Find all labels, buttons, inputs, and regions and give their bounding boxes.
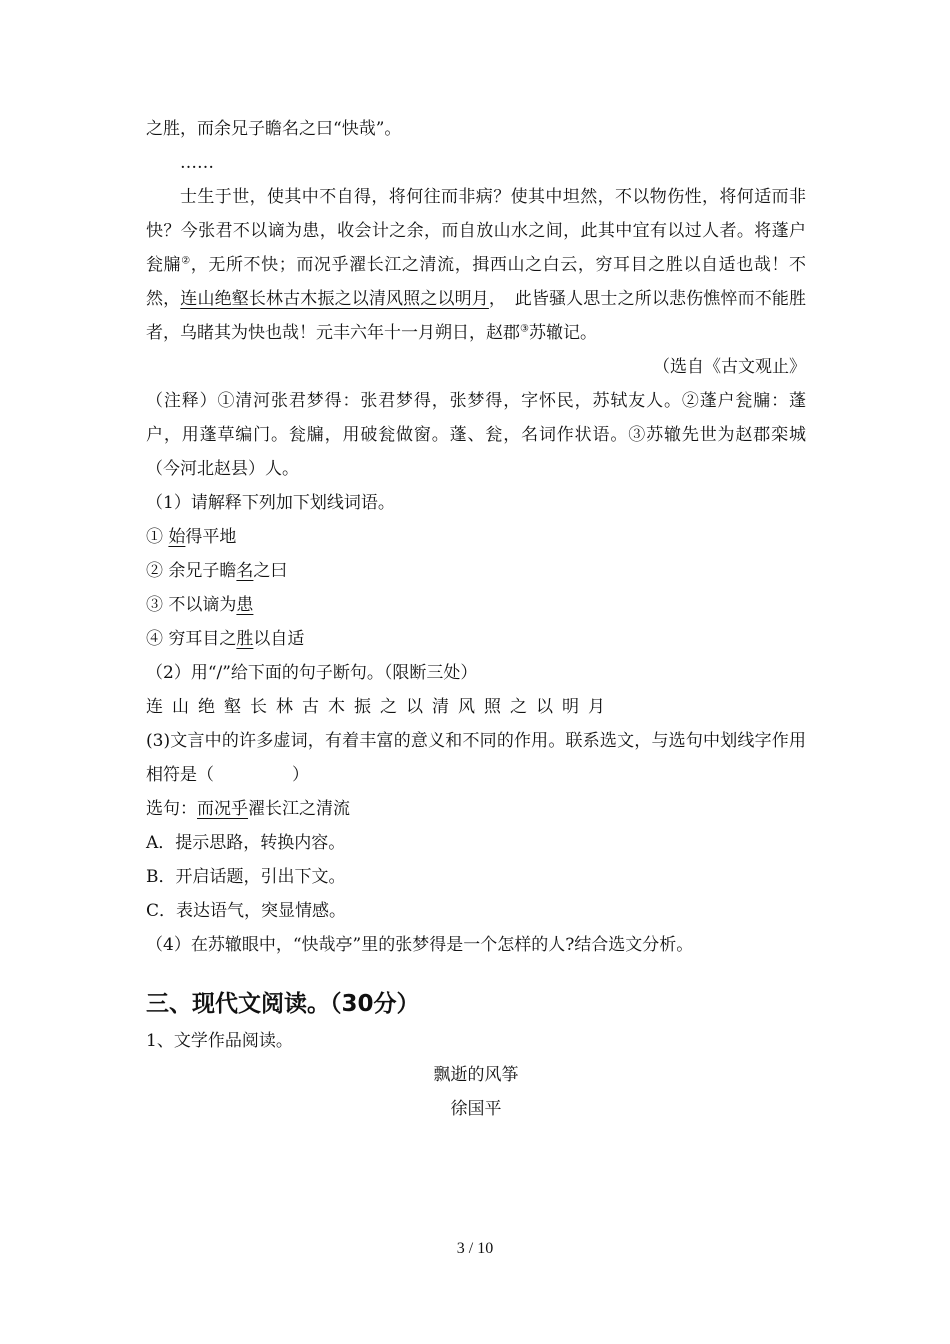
underlined-sentence: 连山绝壑长林古木振之以清风照之以明月	[180, 289, 489, 309]
para-part-a: 士生于世，使其中不自得，将何往而非病？使其中坦然，不以物伤性，将何适而非快？今张君不以谪为患，收会计之余，而自放山水之间，此其中宜有以过人者。将蓬户瓮牖	[146, 187, 806, 275]
q2-sentence: 连山绝壑长林古木振之以清风照之以明月	[146, 697, 614, 717]
q1-item-3	[146, 588, 806, 622]
passage-paragraph	[146, 180, 806, 350]
page-number: 3 / 10	[456, 1240, 494, 1257]
passage-source: （选自《古文观止》	[653, 357, 806, 377]
q1-item-num: ①	[146, 527, 163, 547]
q1-item-pre: 余兄子瞻	[168, 561, 237, 581]
article-title: 飘逝的风筝	[433, 1065, 519, 1085]
q3-text: (3)文言中的许多虚词，有着丰富的意义和不同的作用。联系选文，与选句中划线字作用相符是（	[146, 731, 806, 785]
q1-item-num: ②	[146, 561, 163, 581]
para-part-b: ，无所不快；而况乎濯长江之清流，揖西山之白云，穷耳目之胜以自适也哉！不然，	[146, 255, 807, 309]
q3-label: 选句：	[146, 799, 197, 819]
q3-underlined: 而况乎	[197, 799, 248, 819]
question-3	[146, 724, 806, 792]
question-1: （1）请解释下列加下划线词语。	[146, 493, 395, 513]
q1-item-pre: 不以谪为	[168, 595, 237, 615]
article-author: 徐国平	[450, 1099, 502, 1119]
passage-ellipsis: ……	[180, 153, 214, 173]
footnote-mark-2: ②	[181, 255, 191, 267]
q3-close-paren: ）	[292, 765, 309, 785]
q1-item-post: 之曰	[253, 561, 288, 581]
q1-item-4	[146, 622, 806, 656]
q3-rest: 濯长江之清流	[248, 799, 350, 819]
section-item-1: 1、文学作品阅读。	[146, 1031, 293, 1051]
q1-item-post: 得平地	[185, 527, 237, 547]
q3-selected-sentence	[146, 792, 806, 826]
q1-item-2	[146, 554, 806, 588]
section-title: 三、现代文阅读。（30分）	[146, 991, 420, 1017]
q1-item-word: 名	[236, 561, 254, 581]
q1-item-word: 胜	[236, 629, 254, 649]
q1-item-num: ③	[146, 595, 163, 615]
question-2: （2）用“/”给下面的句子断句。（限断三处）	[146, 663, 478, 683]
q1-item-post: 以自适	[253, 629, 305, 649]
q1-item-1	[146, 520, 806, 554]
footnote-mark-3: ③	[520, 323, 529, 335]
q3-option-c[interactable]: C．表达语气，突显情感。	[146, 901, 347, 921]
q3-option-a[interactable]: A．提示思路，转换内容。	[146, 833, 346, 853]
q3-option-b[interactable]: B．开启话题，引出下文。	[146, 867, 346, 887]
question-4: （4）在苏辙眼中，“快哉亭”里的张梦得是一个怎样的人?结合选文分析。	[146, 935, 694, 955]
q1-item-word: 始	[168, 527, 186, 547]
para-part-d: 苏辙记。	[528, 323, 597, 343]
q1-item-pre: 穷耳目之	[168, 629, 237, 649]
q1-item-word: 患	[236, 595, 254, 615]
document-page	[146, 112, 806, 1126]
passage-line-continued: 之胜，而余兄子瞻名之曰“快哉”。	[146, 119, 402, 139]
passage-notes: （注释）①清河张君梦得：张君梦得，张梦得，字怀民，苏轼友人。②蓬户瓮牖：蓬户，用蓬草编门。瓮牖，用破瓮做窗。蓬、瓮，名词作状语。③苏辙先世为赵郡栾城（今河北赵县）人。	[146, 391, 806, 479]
q1-item-num: ④	[146, 629, 163, 649]
para-part-c: ， 此皆骚人思士之所以悲伤憔悴而不能胜者，乌睹其为快也哉！元丰六年十一月朔日，赵郡	[146, 289, 807, 343]
